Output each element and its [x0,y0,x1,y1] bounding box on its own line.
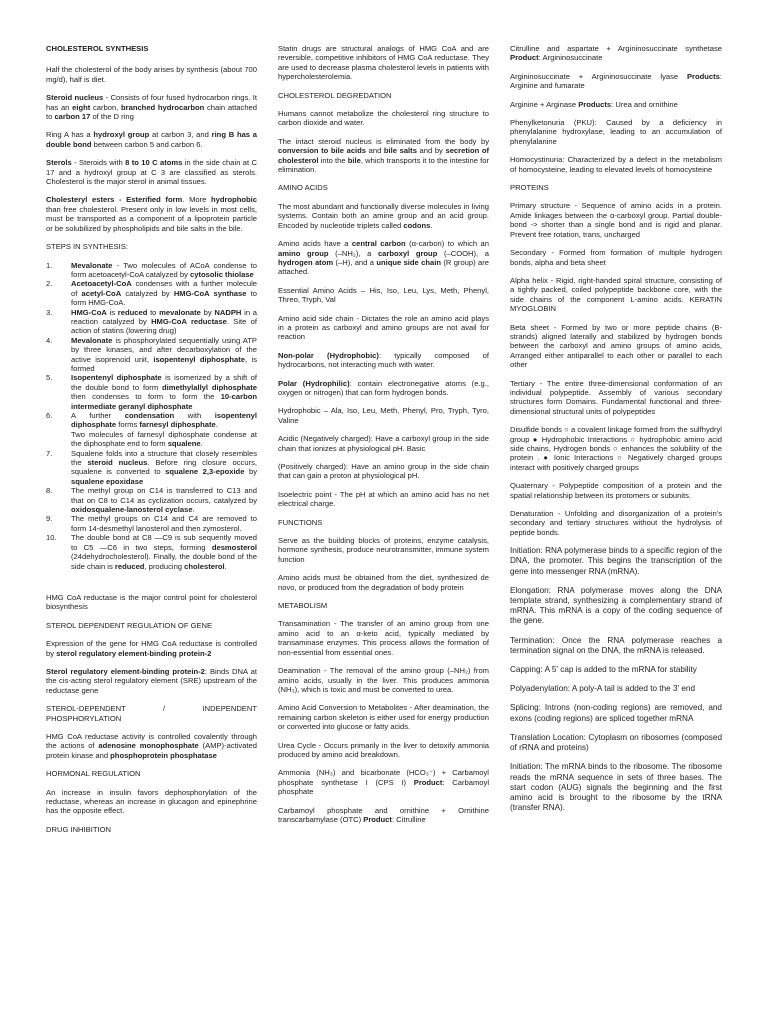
list-text: The methyl groups on C14 and C4 are removed to form 14-desmethyl lanosterol and then zymosterol. [71,514,257,533]
paragraph: Secondary - Formed from formation of multiple hydrogen bonds, alpha and beta sheet [510,248,722,267]
paragraph: Sterol regulatory element-binding protein-2: Binds DNA at the cis-acting sterol regulatory element (SRE) upstream of the reductase gene [46,666,257,695]
section-heading: STEPS IN SYNTHESIS: [46,242,128,252]
paragraph: Denaturation - Unfolding and disorganization of a protein's secondary and tertiary structures without the hydrolysis of peptide bonds. [510,509,722,537]
section-heading: STEROL-DEPENDENT / INDEPENDENT PHOSPHORYLATION [46,704,257,723]
list-number: 9. [46,514,53,524]
paragraph: Cholesteryl esters - Esterified form. More hydrophobic than free cholesterol. Present only in low levels in most cells, must be transported as a component of a lipoprotein particle or be solubilized by phospholipids and bile salts in the bile. [46,195,257,233]
list-item [46,411,257,449]
paragraph: Primary structure - Sequence of amino acids in a protein. Amide linkages between the α-carboxyl group. Partial double-bond -> shorter than a single bond and is rigid and planar. Prevent free rotation, trans, uncharged [510,201,722,239]
paragraph: Tertiary - The entire three-dimensional conformation of an individual polypeptide. Assembly of various secondary structures form Domains. Fundamental functional and three-dimensional structural units of polypeptides [510,378,722,416]
section-heading: DRUG INHIBITION [46,824,111,834]
list-number: 5. [46,373,53,383]
paragraph: Hydrophobic – Ala, Iso, Leu, Meth, Phenyl, Pro, Tryph, Tyro, Valine [278,406,489,425]
paragraph: Polar (Hydrophilic): contain electronegative atoms (e.g., oxygen or nitrogen) that can form hydrogen bonds. [278,378,489,397]
paragraph: Urea Cycle - Occurs primarily in the liver to detoxify ammonia produced by amino acid breakdown. [278,740,489,759]
section-heading: METABOLISM [278,601,328,611]
paragraph: Ring A has a hydroxyl group at carbon 3, and ring B has a double bond between carbon 5 and carbon 6. [46,130,258,149]
column-3 [510,44,722,822]
list-item [46,336,257,374]
paragraph: Capping: A 5' cap is added to the mRNA for stability [510,665,697,675]
list-number: 2. [46,279,53,289]
section-heading: HORMONAL REGULATION [46,769,141,779]
paragraph: Serve as the building blocks of proteins, enzyme catalysis, hormone synthesis, produce neurotransmitter, immune system function [278,536,489,564]
paragraph: Sterols - Steroids with 8 to 10 C atoms in the side chain at C 17 and a hydroxyl group at C 3 are classified as sterols. Cholesterol is the major sterol in animal tissues. [46,158,257,187]
section-heading: FUNCTIONS [278,517,323,527]
list-item [46,373,257,411]
paragraph: Initiation: The mRNA binds to the ribosome. The ribosome reads the mRNA sequence in sets of three bases. The start codon (AUG) signals the beginning and the first amino acid is brought to the ribosome by the tRNA (transfer RNA). [510,762,722,813]
list-text: Squalene folds into a structure that closely resembles the steroid nucleus. Before ring closure occurs, squalene is converted to squalene 2,3-epoxide by squalene epoxidase [71,448,258,486]
paragraph: HMG CoA reductase activity is controlled covalently through the actions of adenosine monophosphate (AMP)-activated protein kinase and phosphoprotein phosphatase [46,731,257,760]
paragraph: Steroid nucleus - Consists of four fused hydrocarbon rings. It has an eight carbon, branched hydrocarbon chain attached to carbon 17 of the D ring [46,93,257,122]
list-text: Mevalonate - Two molecules of ACoA condense to form acetoacetyl-CoA catalyzed by cytosolic thiolase [71,260,257,279]
paragraph: Amino acids have a central carbon (α-carbon) to which an amino group (–NH₂), a carboxyl group (–COOH), a hydrogen atom (–H), and a unique side chain (R group) are attached. [278,239,490,277]
paragraph: Half the cholesterol of the body arises by synthesis (about 700 mg/d), half is diet. [46,65,257,84]
paragraph: Beta sheet - Formed by two or more peptide chains (B-strands) aligned laterally and stabilized by hydrogen bonds between the carboxyl and amino groups of amino acids, Arranged either antiparallel to each other or parallel to each other [510,322,722,370]
paragraph: The intact steroid nucleus is eliminated from the body by conversion to bile acids and bile salts and by secretion of cholesterol into the bile, which transports it to the intestine for elimination. [278,136,490,175]
list-text: Isopentenyl diphosphate is isomerized by a shift of the double bond to form dimethylallyl diphosphate then condenses to form to form the 10-carbon intermediate geranyl diphosphate [71,373,258,411]
paragraph: Homocystinuria: Characterized by a defect in the metabolism of homocysteine, leading to elevated levels of homocysteine [510,155,722,174]
paragraph: Phenylketonuria (PKU): Caused by a deficiency in phenylalanine hydroxylase, leading to an accumulation of phenylalanine [510,118,722,146]
paragraph: Quaternary - Polypeptide composition of a protein and the spatial relationship between its protomers or subunits. [510,481,722,500]
list-item [46,486,257,514]
paragraph: Initiation: RNA polymerase binds to a specific region of the DNA, the promoter. This begins the transcription of the gene into messenger RNA (mRNA). [510,546,722,576]
paragraph: Elongation: RNA polymerase moves along the DNA template strand, synthesizing a complementary strand of mRNA. This mRNA is a copy of the coding sequence of the gene. [510,585,722,626]
paragraph: Deamination - The removal of the amino group (–NH₂) from amino acids, usually in the liver. This produces ammonia (NH₃), which is toxic and must be converted to urea. [278,666,489,694]
paragraph: Argininosuccinate + Argininosuccinate lyase Products: Arginine and fumarate [510,71,722,91]
section-heading: CHOLESTEROL DEGREDATION [278,90,392,100]
list-number: 3. [46,307,53,317]
paragraph: An increase in insulin favors dephosphorylation of the reductase, whereas an increase in glucagon and epinephrine has the opposite effect. [46,787,257,816]
list-number: 8. [46,486,53,496]
list-item [46,308,257,336]
paragraph: Translation Location: Cytoplasm on ribosomes (composed of rRNA and proteins) [510,732,722,753]
paragraph: Termination: Once the RNA polymerase reaches a termination signal on the DNA, the mRNA is released. [510,635,722,655]
list-number: 6. [46,411,53,420]
section-heading: AMINO ACIDS [278,183,328,193]
paragraph: HMG CoA reductase is the major control point for cholesterol biosynthesis [46,592,257,612]
list-text: HMG-CoA is reduced to mevalonate by NADPH in a reaction catalyzed by HMG-CoA reductase. Site of action of statins (lowering drug) [71,307,258,336]
paragraph: Transamination - The transfer of an amino group from one amino acid to an α-keto acid, typically mediated by transaminase enzymes. This process allows the formation of non-essential from essential ones. [278,619,489,657]
paragraph: Citrulline and aspartate + Argininosuccinate synthetase Product: Argininosuccinate [510,44,722,63]
list-item [46,261,257,280]
paragraph: Amino Acid Conversion to Metabolites - After deamination, the remaining carbon skeleton is either used for energy production or converted into glucose or fatty acids. [278,703,489,732]
paragraph: Humans cannot metabolize the cholesterol ring structure to carbon dioxide and water. [278,109,489,128]
paragraph: (Positively charged): Have an amino group in the side chain that can gain a proton at physiological pH. [278,462,489,481]
section-heading: PROTEINS [510,183,549,193]
paragraph: Disulfide bonds ○ a covalent linkage formed from the sulfhydryl group ● Hydrophobic Interactions ○ hydrophobic amino acid side chains, Hydrogen bonds ○ enhances the solubility of the protein . ● Ionic Interactions ○ Negatively charged groups interact with positively charged groups [510,425,722,472]
paragraph: Acidic (Negatively charged): Have a carboxyl group in the side chain that ionizes at physiological pH. Basic [278,434,489,453]
list-text: The methyl group on C14 is transferred to C13 and that on C8 to C14 as cyclization occurs, catalyzed by oxidosqualene-lanosterol cyclase. [71,486,257,515]
list-text: A further condensation with isopentenyl diphosphate forms farnesyl diphosphate. Two molecules of farnesyl diphosphate condense at the diphosphate end to form squalene. [71,411,257,449]
paragraph: Carbamoyl phosphate and ornithine + Ornithine transcarbamylase (OTC) Product: Citrulline [278,805,489,824]
paragraph: Amino acid side chain - Dictates the role an amino acid plays in a protein as carboxyl and amino groups are not avail for reaction [278,313,489,342]
list-text: Mevalonate is phosphorylated sequentially using ATP by three kinases, and after decarboxylation of the active isoprenoid unit, isopentenyl diphosphate, is formed [71,335,257,373]
list-item [46,533,257,571]
paragraph: The most abundant and functionally diverse molecules in living systems. Contain both an amine group and an acid group. Encoded by nucleotide triplets called codons. [278,201,489,230]
paragraph: Statin drugs are structural analogs of HMG CoA and are reversible, competitive inhibitors of HMG CoA reductase. They are used to decrease plasma cholesterol levels in patients with hypercholesterolemia. [278,44,489,82]
paragraph: Polyadenylation: A poly-A tail is added to the 3' end [510,684,696,694]
list-number: 1. [46,260,53,270]
column-1 [46,44,257,843]
list-number: 7. [46,448,53,458]
list-text: The double bond at C8 —C9 is sub sequently moved to C5 —C6 in two steps, forming desmosterol (24dehydrocholesterol). Finally, the double bond of the side chain is reduced, producing cholesterol. [71,533,257,571]
list-item [46,279,257,307]
paragraph: Essential Amino Acids – His, Iso, Leu, Lys, Meth, Phenyl, Threo, Tryph, Val [278,285,489,305]
section-heading: STEROL DEPENDENT REGULATION OF GENE [46,620,213,630]
section-title: CHOLESTEROL SYNTHESIS [46,44,149,53]
list-number: 10. [46,533,57,543]
paragraph: Isoelectric point - The pH at which an amino acid has no net electrical charge. [278,489,489,509]
paragraph: Arginine + Arginase Products: Urea and ornithine [510,99,678,109]
list-item [46,514,257,533]
paragraph: Non-polar (Hydrophobic): typically composed of hydrocarbons, not interacting much with water. [278,350,489,370]
paragraph: Expression of the gene for HMG CoA reductase is controlled by sterol regulatory element-binding protein-2 [46,639,257,658]
paragraph: Ammonia (NH₃) and bicarbonate (HCO₃⁻) + Carbamoyl phosphate synthetase I (CPS I) Product: Carbamoyl phosphate [278,768,490,797]
list-item [46,449,257,487]
steps-list [46,261,257,571]
list-text: Acetoacetyl-CoA condenses with a further molecule of acetyl-CoA catalyzed by HMG-CoA synthase to form HMG-CoA. [71,279,257,308]
paragraph: Splicing: Introns (non-coding regions) are removed, and exons (coding regions) are spliced together mRNA [510,703,722,723]
paragraph: Amino acids must be obtained from the diet, synthesized de novo, or produced from the degradation of body protein [278,573,489,592]
paragraph: Alpha helix - Rigid, right-handed spiral structure, consisting of a tightly packed, coiled polypeptide backbone core, with the side chains of the component L-amino acids. KERATIN MYOGLOBIN [510,275,722,314]
column-2 [278,44,489,833]
list-number: 4. [46,335,53,345]
